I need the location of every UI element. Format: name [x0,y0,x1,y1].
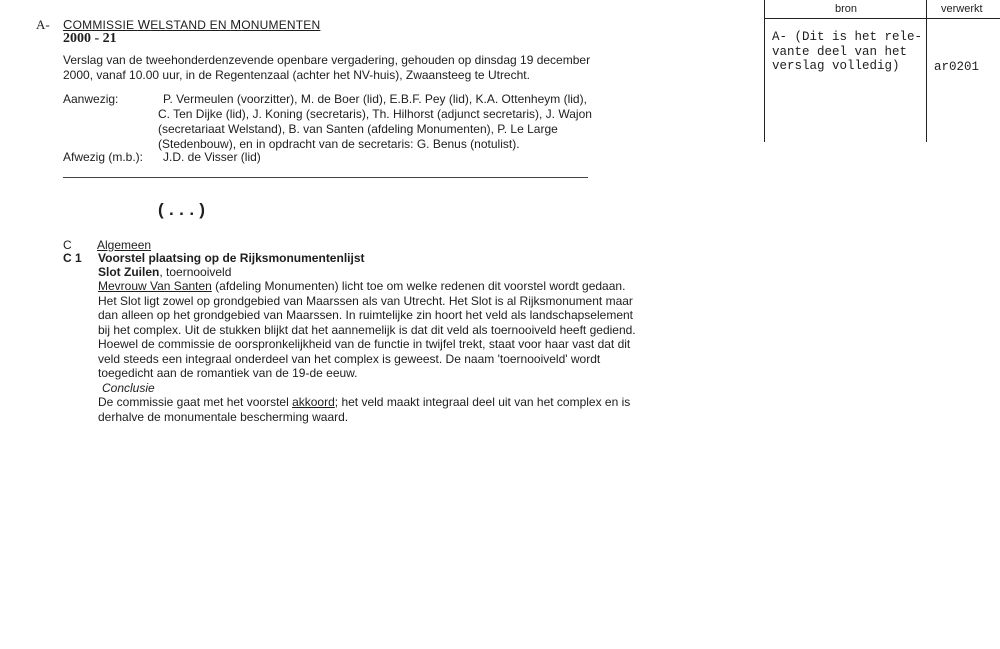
body-line: veld steeds een integraal onderdeel van het complex is geweest. De naam 'toernooiveld' wordt [98,351,601,366]
body-line: toegedicht aan de romantiek van de 19-de eeuw. [98,366,358,380]
heading-cap-w: W [137,17,151,32]
present-label: Aanwezig: [63,92,119,106]
intro-line-2: 2000, vanaf 10.00 uur, in de Regentenzaal (achter het NV-huis), Zwaansteeg te Utrecht. [63,68,530,82]
speaker-name: Mevrouw Van Santen [98,279,212,293]
table-header-rule [764,18,1000,19]
table-border-middle [926,0,927,142]
intro-paragraph [63,53,590,83]
margin-mark: A- [36,17,50,32]
section-c1-number: C 1 [63,251,82,265]
source-table [764,0,1000,142]
heading-cap-c: C [63,17,73,32]
subject-line [98,265,231,279]
section-c1-title: Voorstel plaatsing op de Rijksmonumentenlijst [98,251,365,265]
body-line: Hoewel de commissie de oorspronkelijkheid van de functie in twijfel trekt, staat voor haar vast dat dit [98,337,631,351]
subject-detail: , toernooiveld [159,265,232,279]
heading-cap-m: M [230,17,242,32]
body-line-first-rest: (afdeling Monumenten) licht toe om welke redenen dit voorstel wordt gedaan. [211,279,626,293]
section-c [63,238,152,252]
heading-part-3: ONUMENTEN [241,18,321,32]
heading-part-2: ELSTAND EN [150,18,231,32]
body-line: bij het complex. Uit de stukken blijkt dat het aannemelijk is dat dit veld als toernooiveld heeft gediend. [98,322,636,337]
omission-marker: (...) [156,202,208,221]
section-body [98,279,636,424]
table-border-left [764,0,765,142]
intro-line-1: Verslag van de tweehonderdenzevende openbare vergadering, gehouden op dinsdag 19 december [63,53,591,67]
absent-label: Afwezig (m.b.): [63,150,144,164]
conclusion-post: ; het veld maakt integraal deel uit van het complex en is [334,395,631,409]
section-c-number: C [63,238,72,252]
present-list [158,92,592,152]
conclusion-pre: De commissie gaat met het voorstel [98,395,293,409]
section-c1 [63,251,365,265]
present-line-2: C. Ten Dijke (lid), J. Koning (secretaris), Th. Hilhorst (adjunct secretaris), J. Wajon [158,107,592,121]
column-header-verwerkt: verwerkt [941,3,983,15]
present-line-1: P. Vermeulen (voorzitter), M. de Boer (lid), E.B.F. Pey (lid), K.A. Ottenheym (lid), [163,92,587,106]
body-line: Het Slot ligt zowel op grondgebied van Maarssen als van Utrecht. Het Slot is al Rijksmonument maar [98,293,633,308]
separator-rule [63,177,588,178]
subject-name: Slot Zuilen [98,265,160,279]
conclusion-label: Conclusie [102,380,155,395]
document-heading [63,17,320,32]
present-line-4: (Stedenbouw), en in opdracht van de secretaris: G. Benus (notulist). [158,137,520,151]
absent-value: J.D. de Visser (lid) [163,150,261,164]
column-header-bron: bron [835,3,858,15]
verwerkt-cell: ar0201 [934,60,980,74]
bron-cell: A- (Dit is het rele- vante deel van het verslag volledig) [772,30,923,73]
conclusion-line-2: derhalve de monumentale bescherming waard. [98,409,349,424]
heading-part-1: OMMISSIE [72,18,138,32]
present-line-3: (secretariaat Welstand), B. van Santen (afdeling Monumenten), P. Le Large [158,122,558,136]
body-line: dan alleen op het grondgebied van Maarssen. In ruimtelijke zin hoort het veld als landschapselement [98,308,633,322]
body-line-first [98,279,636,294]
meeting-number: 2000 - 21 [63,31,117,46]
conclusion-verdict: akkoord [292,395,335,409]
section-c-title: Algemeen [97,238,152,252]
conclusion-line-1 [98,395,636,410]
